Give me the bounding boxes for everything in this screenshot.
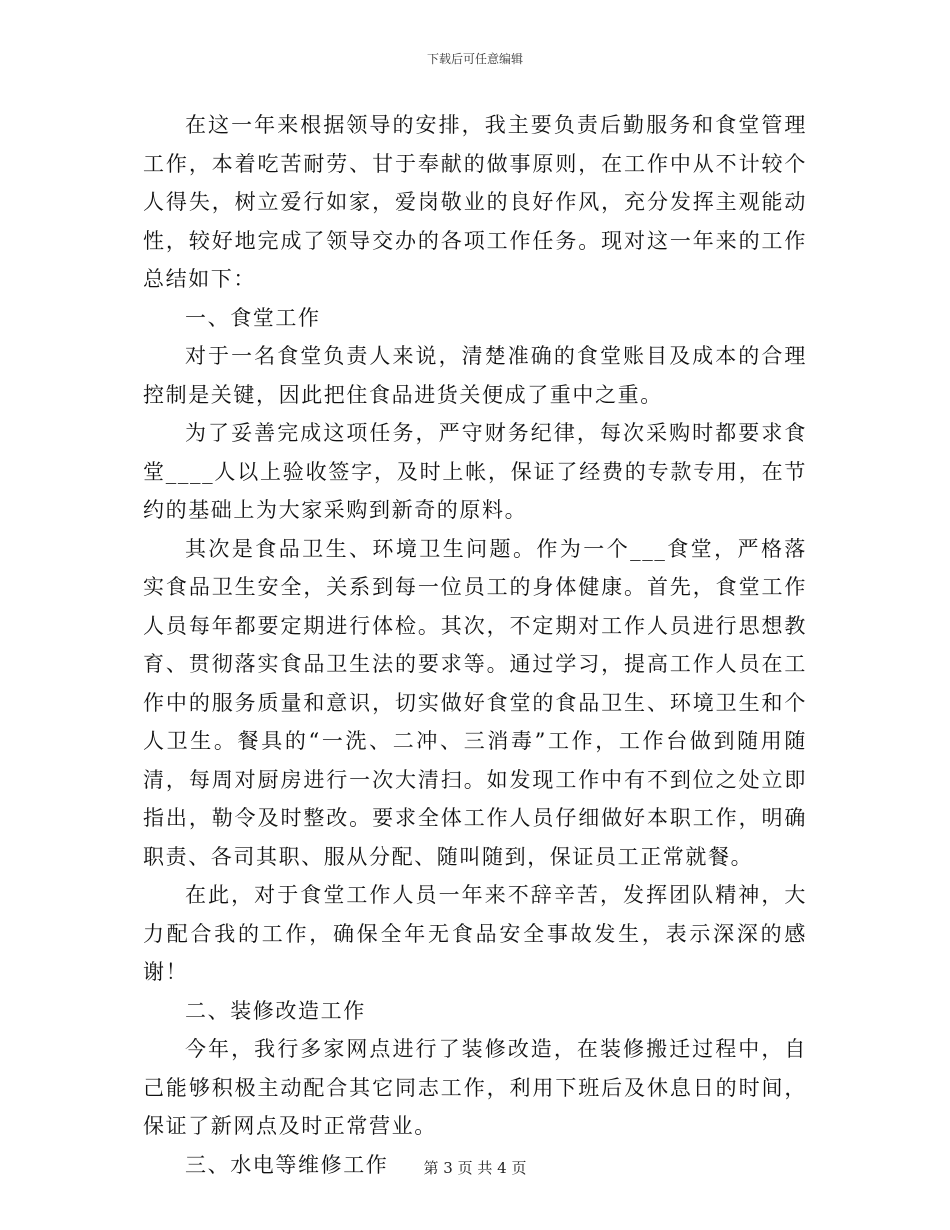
paragraph-thanks: 在此，对于食堂工作人员一年来不辞辛苦，发挥团队精神，大力配合我的工作，确保全年无食品安全事故发生，表示深深的感谢！	[143, 883, 807, 984]
paragraph-renovation: 今年，我行多家网点进行了装修改造，在装修搬迁过程中，自己能够积极主动配合其它同志工作，利用下班后及休息日的时间，保证了新网点及时正常营业。	[143, 1037, 807, 1138]
section-heading-maintenance: 三、水电等维修工作	[185, 1152, 389, 1177]
page-footer: 第 3 页 共 4 页	[423, 1159, 527, 1177]
paragraph-canteen-accounts: 对于一名食堂负责人来说，清楚准确的食堂账目及成本的合理控制是关键，因此把住食品进货关便成了重中之重。	[143, 344, 807, 407]
section-heading-renovation: 二、装修改造工作	[185, 998, 366, 1023]
page-header: 下载后可任意编辑	[426, 52, 523, 66]
section-heading-canteen: 一、食堂工作	[185, 305, 321, 330]
document-body	[143, 106, 807, 1184]
paragraph-intro: 在这一年来根据领导的安排，我主要负责后勤服务和食堂管理工作，本着吃苦耐劳、甘于奉献的做事原则，在工作中从不计较个人得失，树立爱行如家，爱岗敬业的良好作风，充分发挥主观能动性，较好地完成了领导交办的各项工作任务。现对这一年来的工作总结如下：	[143, 113, 807, 291]
paragraph-hygiene: 其次是食品卫生、环境卫生问题。作为一个___食堂，严格落实食品卫生安全，关系到每一位员工的身体健康。首先，食堂工作人员每年都要定期进行体检。其次，不定期对工作人员进行思想教育、贯彻落实食品卫生法的要求等。通过学习，提高工作人员在工作中的服务质量和意识，切实做好食堂的食品卫生、环境卫生和个人卫生。餐具的“一洗、二冲、三消毒”工作，工作台做到随用随清，每周对厨房进行一次大清扫。如发现工作中有不到位之处立即指出，勒令及时整改。要求全体工作人员仔细做好本职工作，明确职责、各司其职、服从分配、随叫随到，保证员工正常就餐。	[143, 536, 807, 869]
paragraph-procurement: 为了妥善完成这项任务，严守财务纪律，每次采购时都要求食堂____人以上验收签字，及时上帐，保证了经费的专款专用，在节约的基础上为大家采购到新奇的原料。	[143, 421, 807, 522]
